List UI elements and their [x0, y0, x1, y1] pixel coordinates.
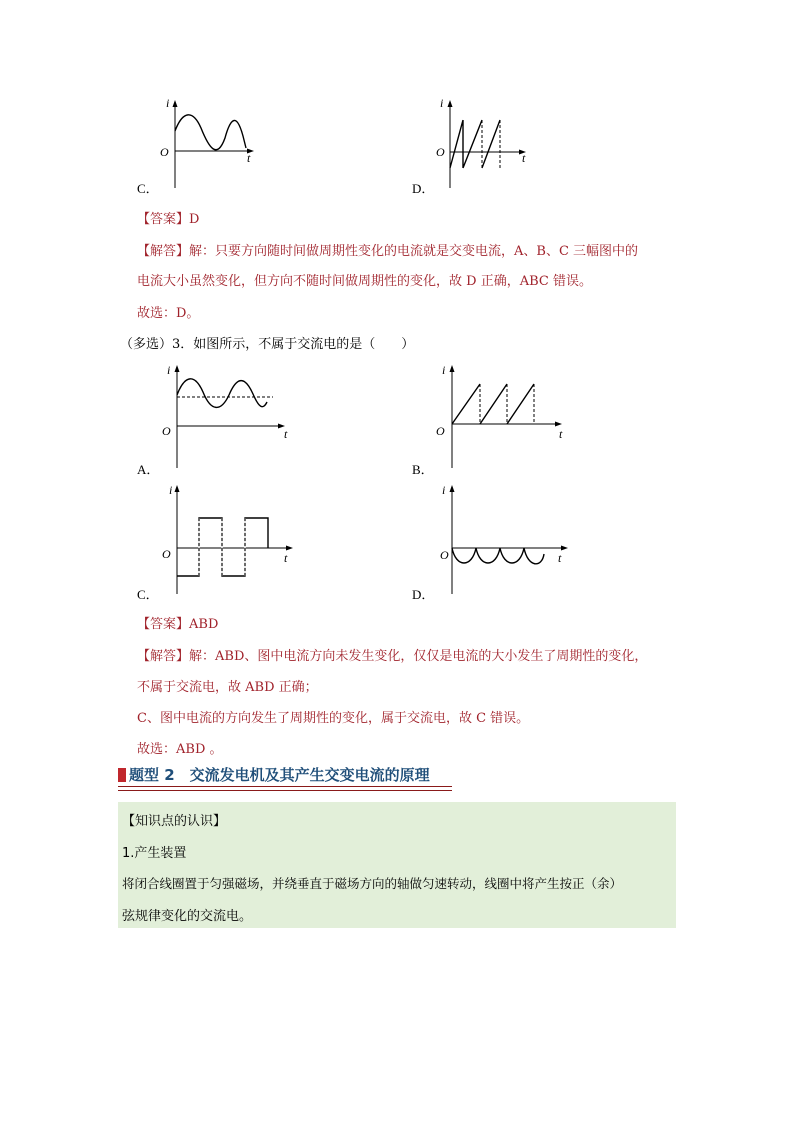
axis-i-label: i: [169, 483, 173, 497]
answer-value: ABD: [189, 617, 219, 632]
analysis-line: 不属于交流电，故 ABD 正确；: [137, 680, 318, 695]
knowledge-body-line: 弦规律变化的交流电。: [122, 909, 253, 924]
axis-t-label: t: [522, 151, 526, 165]
section-heading: 题型 2 交流发电机及其产生交变电流的原理: [129, 766, 430, 784]
conclusion-text: 故选：ABD 。: [137, 742, 223, 757]
knowledge-box: [118, 802, 676, 928]
origin-label: O: [162, 424, 171, 438]
analysis-text: 解：只要方向随时间做周期性变化的电流就是交变电流，A、B、C 三幅图中的: [189, 244, 639, 259]
figure-q2-d: [430, 98, 535, 190]
answer-line-q2: [137, 208, 199, 227]
knowledge-body-line: 将闭合线圈置于匀强磁场，并绕垂直于磁场方向的轴做匀速转动，线圈中将产生按正（余）: [122, 876, 623, 891]
option-a-label: A．: [137, 462, 160, 477]
analysis-line: [137, 645, 647, 664]
analysis-text: 解：ABD、图中电流方向未发生变化，仅仅是电流的大小发生了周期性的变化，: [189, 649, 648, 664]
axis-i-label: i: [167, 363, 171, 377]
option-b-label: B．: [412, 462, 434, 477]
answer-tag: 【答案】: [137, 617, 190, 632]
option-c-label: C．: [137, 181, 159, 196]
knowledge-item-title: 1.产生装置: [122, 846, 187, 861]
option-d-label: D．: [412, 587, 435, 602]
axis-t-label: t: [284, 427, 288, 441]
answer-line-q3: [137, 613, 218, 632]
heading-marker: [118, 768, 126, 782]
answer-value: D: [189, 212, 200, 227]
heading-underline: [118, 786, 452, 791]
origin-label: O: [162, 547, 171, 561]
axis-i-label: i: [166, 98, 170, 110]
option-c-label: C．: [137, 587, 159, 602]
analysis-tag: 【解答】: [137, 649, 190, 664]
axis-t-label: t: [559, 427, 563, 441]
axis-i-label: i: [442, 483, 446, 497]
conclusion: [137, 738, 223, 757]
question-stem: （多选）3．如图所示，不属于交流电的是（ ）: [120, 337, 415, 352]
axis-t-label: t: [247, 151, 251, 165]
axis-t-label: t: [558, 551, 562, 565]
analysis-tag: 【解答】: [137, 244, 190, 259]
origin-label: O: [436, 424, 445, 438]
analysis-line: 电流大小虽然变化，但方向不随时间做周期性的变化，故 D 正确，ABC 错误。: [137, 274, 592, 289]
axis-t-label: t: [284, 551, 288, 565]
figure-q2-c: [155, 98, 260, 190]
analysis-line: C、图中电流的方向发生了周期性的变化，属于交流电，故 C 错误。: [137, 711, 530, 726]
figure-q3-d: [430, 482, 575, 596]
knowledge-box-title: 【知识点的认识】: [122, 814, 227, 829]
figure-q3-a: [155, 362, 295, 470]
option-d-label: D．: [412, 181, 435, 196]
conclusion: 故选：D。: [137, 306, 200, 321]
figure-q3-c: [155, 482, 300, 596]
axis-i-label: i: [440, 98, 444, 110]
origin-label: O: [440, 548, 449, 562]
origin-label: O: [160, 145, 169, 159]
answer-tag: 【答案】: [137, 212, 190, 227]
axis-i-label: i: [442, 363, 446, 377]
origin-label: O: [436, 145, 445, 159]
analysis-line: [137, 240, 638, 259]
figure-q3-b: [430, 362, 570, 470]
